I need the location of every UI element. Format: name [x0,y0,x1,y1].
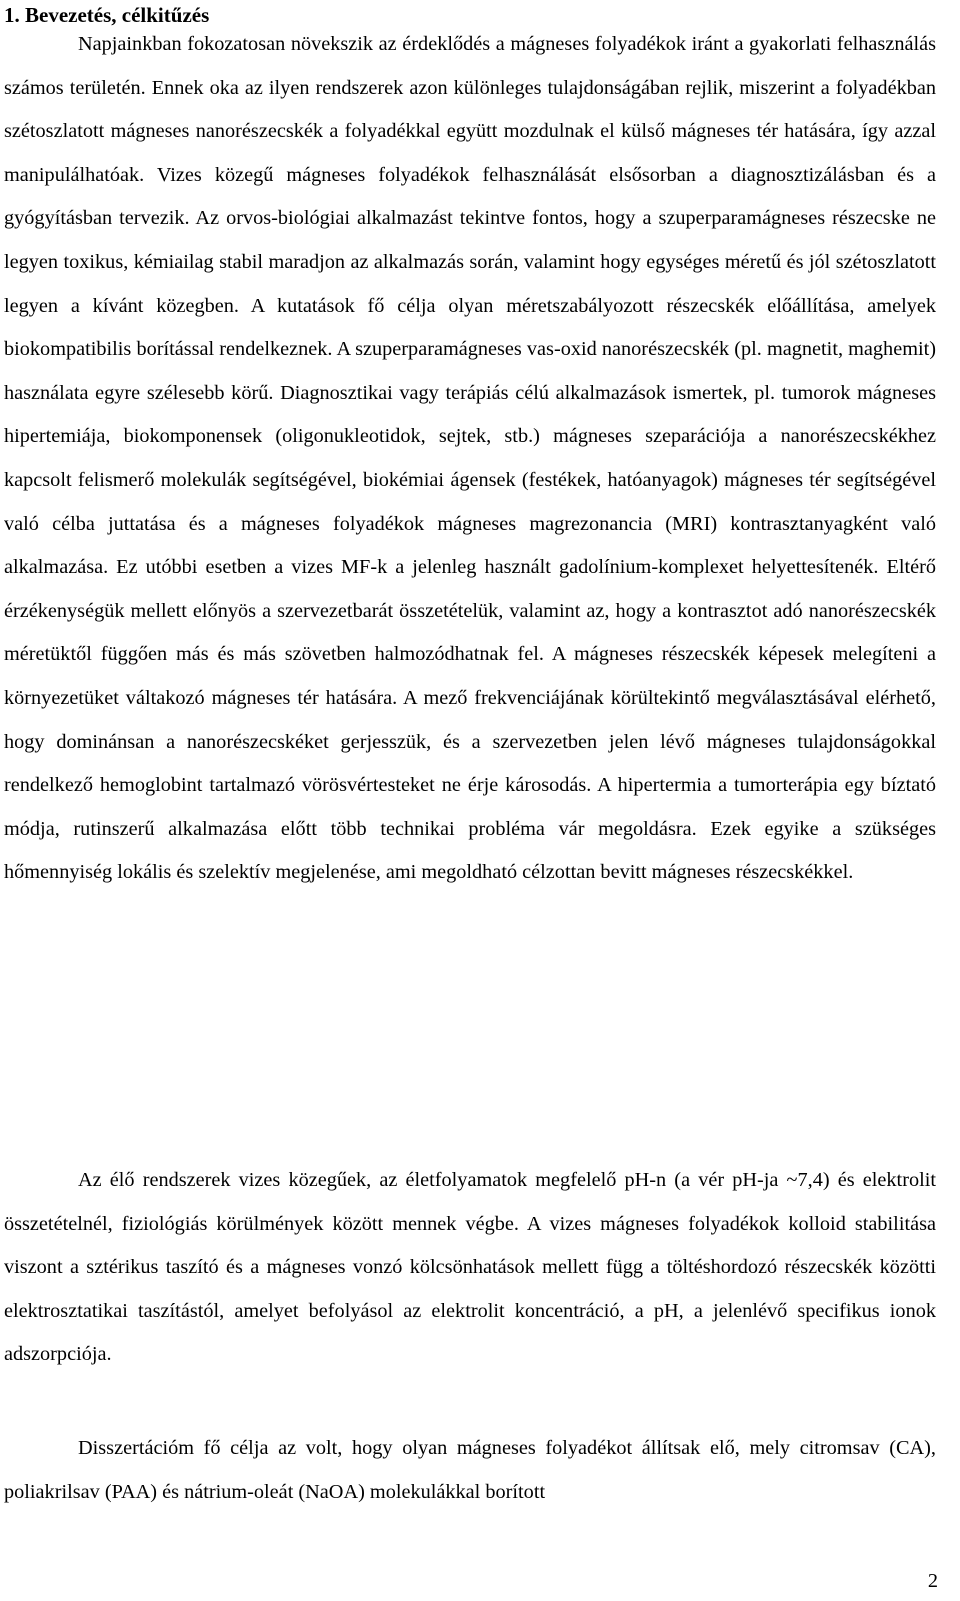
paragraph-living-systems: Az élő rendszerek vizes közegűek, az életfolyamatok megfelelő pH-n (a vér pH-ja ~7,4) és elektrolit összetételnél, fiziológiás körülmények között mennek végbe. A vizes mágneses folyadékok kolloid stabilitása viszont a sztérikus taszító és a mágneses vonzó kölcsönhatások mellett függ a töltéshordozó részecskék közötti elektrosztatikai taszítástól, amelyet befolyásol az elektrolit koncentráció, a pH, a jelenlévő specifikus ionok adszorpciója. [4,1169,936,1366]
paragraph-intro: Napjainkban fokozatosan növekszik az érdeklődés a mágneses folyadékok iránt a gyakorlati felhasználás számos területén. Ennek oka az ilyen rendszerek azon különleges tulajdonságában rejlik, miszerint a folyadékban szétoszlatott mágneses nanorészecskék a folyadékkal együtt mozdulnak el külső mágneses tér hatására, így azzal manipulálhatóak. Vizes közegű mágneses folyadékok felhasználását elsősorban a diagnosztizálásban és a gyógyításban tervezik. Az orvos-biológiai alkalmazást tekintve fontos, hogy a szuperparamágneses részecske ne legyen toxikus, kémiailag stabil maradjon az alkalmazás során, valamint hogy egységes méretű és jól szétoszlatott legyen a kívánt közegben. A kutatások fő célja olyan méretszabályozott részecskék előállítása, amelyek biokompatibilis borítással rendelkeznek. A szuperparamágneses vas-oxid nanorészecskék (pl. magnetit, maghemit) használata egyre szélesebb körű. Diagnosztikai vagy terápiás célú alkalmazások ismertek, pl. tumorok mágneses hipertemiája, biokomponensek (oligonukleotidok, sejtek, stb.) mágneses szeparációja a nanorészecskékhez kapcsolt felismerő molekulák segítségével, biokémiai ágensek (festékek, hatóanyagok) mágneses tér segítségével való célba juttatása és a mágneses folyadékok mágneses magrezonancia (MRI) kontrasztanyagként való alkalmazása. Ez utóbbi esetben a vizes MF-k a jelenleg használt gadolínium-komplexet helyettesítenék. Eltérő érzékenységük mellett előnyös a szervezetbarát összetételük, valamint az, hogy a kontrasztot adó nanorészecskék méretüktől függően más és más szövetben halmozódhatnak fel. A mágneses részecskék képesek melegíteni a környezetüket váltakozó mágneses tér hatására. A mező frekvenciájának körültekintő megválasztásával elérhető, hogy dominánsan a nanorészecskéket gerjesszük, és a szervezetben jelen lévő mágneses tulajdonságokkal rendelkező hemoglobint tartalmazó vörösvértesteket ne érje károsodás. A hipertermia a tumorterápia egy bíztató módja, rutinszerű alkalmazása előtt több technikai probléma vár megoldásra. Ezek egyike a szükséges hőmennyiség lokális és szelektív megjelenése, ami megoldható célzottan bevitt mágneses részecskékkel. [4,33,936,884]
page-number: 2 [927,1570,938,1592]
paragraph-dissertation-goal: Disszertációm fő célja az volt, hogy olyan mágneses folyadékot állítsak elő, mely citromsav (CA), poliakrilsav (PAA) és nátrium-oleát (NaOA) molekulákkal borított [4,1437,936,1503]
section-heading: 1. Bevezetés, célkitűzés [4,3,210,27]
